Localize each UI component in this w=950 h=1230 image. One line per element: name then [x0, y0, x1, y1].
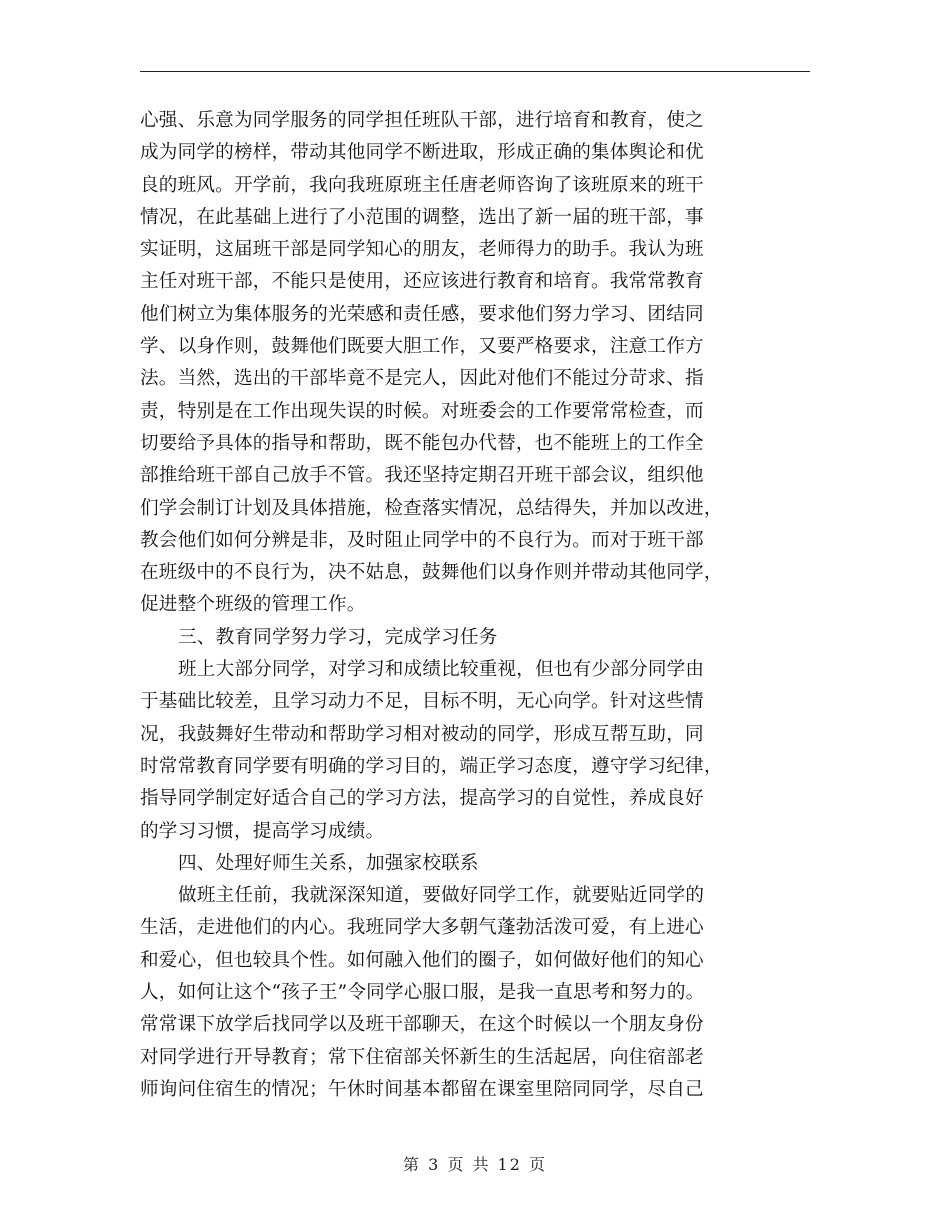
text-line: 做班主任前，我就深深知道，要做好同学工作，就要贴近同学的 — [178, 885, 705, 907]
section-heading: 三、教育同学努力学习，完成学习任务 — [178, 626, 498, 648]
text-line: 况，我鼓舞好生带动和帮助学习相对被动的同学，形成互帮互助，同 — [140, 723, 704, 745]
text-line: 指导同学制定好适合自己的学习方法，提高学习的自觉性，养成良好 — [140, 788, 704, 810]
text-line: 们学会制订计划及具体措施，检查落实情况，总结得失，并加以改进， — [140, 497, 723, 519]
text-line: 切要给予具体的指导和帮助，既不能包办代替，也不能班上的工作全 — [140, 432, 704, 454]
text-line: 教会他们如何分辨是非，及时阻止同学中的不良行为。而对于班干部 — [140, 529, 704, 551]
page-number: 第 3 页 共 12 页 — [403, 1155, 547, 1174]
text-line: 实证明，这届班干部是同学知心的朋友，老师得力的助手。我认为班 — [140, 239, 704, 261]
text-line: 责，特别是在工作出现失误的时候。对班委会的工作要常常检查，而 — [140, 400, 704, 422]
text-line: 成为同学的榜样，带动其他同学不断进取，形成正确的集体舆论和优 — [140, 142, 704, 164]
header-rule — [140, 71, 810, 72]
text-line: 心强、乐意为同学服务的同学担任班队干部，进行培育和教育，使之 — [140, 110, 704, 131]
text-line: 良的班风。开学前，我向我班原班主任唐老师咨询了该班原来的班干 — [140, 174, 704, 196]
text-line: 促进整个班级的管理工作。 — [140, 594, 366, 616]
document-body — [140, 105, 810, 1106]
text-line: 情况，在此基础上进行了小范围的调整，选出了新一届的班干部，事 — [140, 206, 704, 228]
text-line: 班上大部分同学，对学习和成绩比较重视，但也有少部分同学由 — [178, 659, 705, 681]
text-line: 法。当然，选出的干部毕竟不是完人，因此对他们不能过分苛求、指 — [140, 368, 704, 390]
section-heading: 四、处理好师生关系，加强家校联系 — [178, 852, 479, 874]
text-line: 在班级中的不良行为，决不姑息，鼓舞他们以身作则并带动其他同学， — [140, 562, 723, 584]
text-line: 对同学进行开导教育；常下住宿部关怀新生的生活起居，向住宿部老 — [140, 1046, 704, 1068]
text-line: 主任对班干部，不能只是使用，还应该进行教育和培育。我常常教育 — [140, 271, 704, 293]
text-line: 和爱心，但也较具个性。如何融入他们的圈子，如何做好他们的知心 — [140, 949, 704, 971]
text-line: 学、以身作则，鼓舞他们既要大胆工作，又要严格要求，注意工作方 — [140, 336, 704, 358]
text-line: 于基础比较差，且学习动力不足，目标不明，无心向学。针对这些情 — [140, 691, 704, 713]
text-line: 部推给班干部自己放手不管。我还坚持定期召开班干部会议，组织他 — [140, 465, 704, 487]
text-line: 师询问住宿生的情况；午休时间基本都留在课室里陪同同学，尽自己 — [140, 1078, 704, 1100]
text-line: 时常常教育同学要有明确的学习目的，端正学习态度，遵守学习纪律， — [140, 755, 723, 777]
text-line: 生活，走进他们的内心。我班同学大多朝气蓬勃活泼可爱，有上进心 — [140, 917, 704, 939]
text-line: 常常课下放学后找同学以及班干部聊天，在这个时候以一个朋友身份 — [140, 1014, 704, 1036]
text-line: 他们树立为集体服务的光荣感和责任感，要求他们努力学习、团结同 — [140, 303, 704, 325]
text-line: 人，如何让这个“孩子王”令同学心服口服，是我一直思考和努力的。 — [140, 982, 705, 1004]
text-line: 的学习习惯，提高学习成绩。 — [140, 820, 385, 842]
